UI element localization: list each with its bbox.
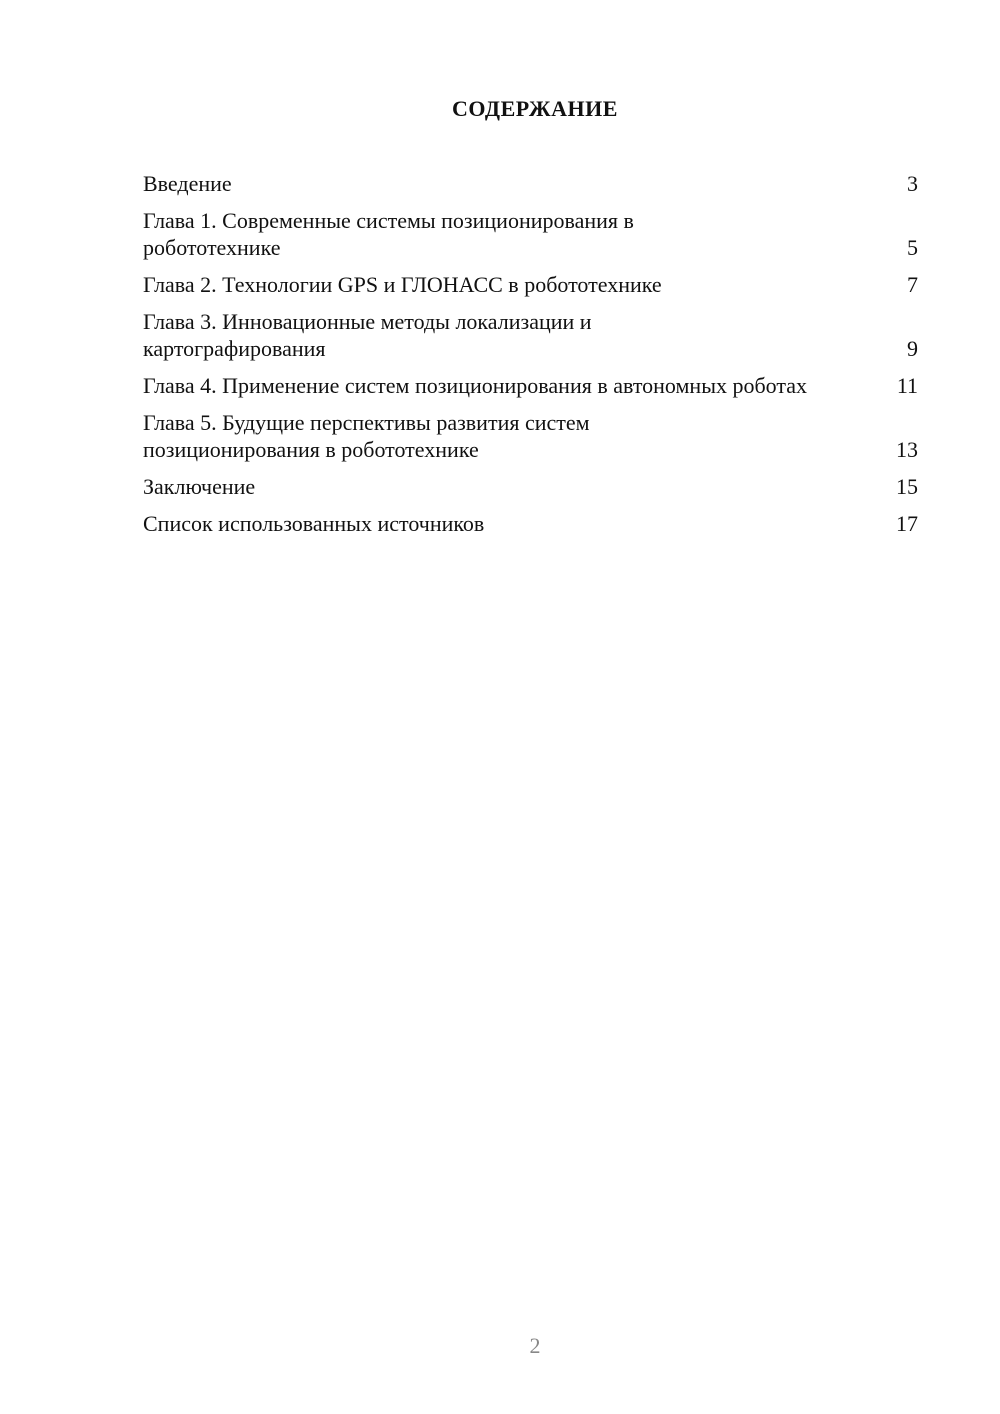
toc-entry-chapter-4[interactable] bbox=[143, 372, 918, 399]
toc-entry-page: 5 bbox=[907, 235, 918, 260]
toc-entry-page: 3 bbox=[907, 171, 918, 196]
table-of-contents bbox=[143, 170, 918, 547]
toc-entry-chapter-1[interactable] bbox=[143, 207, 918, 261]
toc-entry-text: Глава 4. Применение систем позиционирования в автономных роботах bbox=[143, 373, 808, 398]
toc-entry-text: Список использованных источников bbox=[143, 511, 485, 536]
toc-entry-text: Введение bbox=[143, 171, 232, 196]
toc-entry-introduction[interactable] bbox=[143, 170, 918, 197]
toc-entry-chapter-2[interactable] bbox=[143, 271, 918, 298]
toc-entry-page: 17 bbox=[896, 511, 918, 536]
toc-entry-text: Глава 1. Современные системы позиционирования в робототехнике bbox=[143, 208, 634, 260]
toc-entry-references[interactable] bbox=[143, 510, 918, 537]
toc-entry-text: Глава 5. Будущие перспективы развития систем позиционирования в робототехнике bbox=[143, 410, 590, 462]
toc-entry-text: Заключение bbox=[143, 474, 256, 499]
toc-entry-conclusion[interactable] bbox=[143, 473, 918, 500]
toc-entry-page: 9 bbox=[907, 336, 918, 361]
toc-entry-text: Глава 2. Технологии GPS и ГЛОНАСС в робототехнике bbox=[143, 272, 662, 297]
toc-entry-text: Глава 3. Инновационные методы локализации и картографирования bbox=[143, 309, 592, 361]
page-title: СОДЕРЖАНИЕ bbox=[452, 96, 618, 121]
toc-entry-page: 15 bbox=[896, 474, 918, 499]
page-number: 2 bbox=[529, 1333, 541, 1358]
toc-entry-chapter-3[interactable] bbox=[143, 308, 918, 362]
toc-entry-page: 13 bbox=[896, 437, 918, 462]
toc-entry-page: 7 bbox=[907, 272, 918, 297]
toc-entry-chapter-5[interactable] bbox=[143, 409, 918, 463]
toc-entry-page: 11 bbox=[896, 373, 918, 398]
